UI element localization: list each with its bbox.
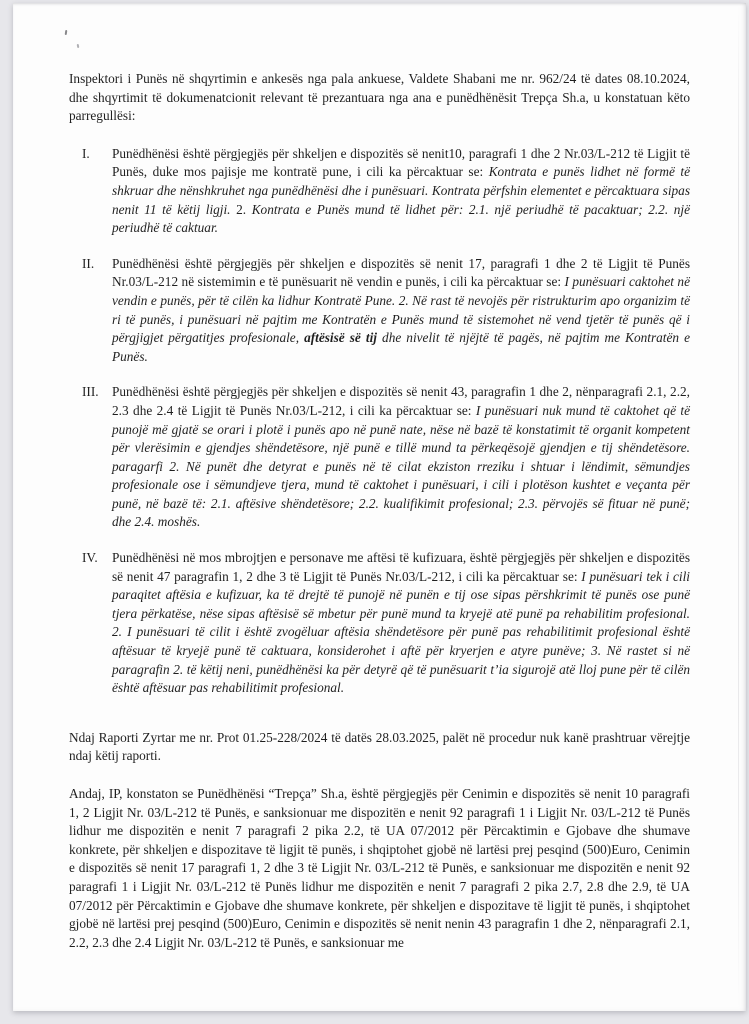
item-text-quote: I punësuari caktohet në vendin e punës, për të cilën ka lidhur Kontratë Pune. 2. Në rast të nevojës për ristrukturim apo organizim të ri të punës, i punësuari në pajtim me Kontratën e Punës mund të sistemohet në vend tjetër të punës që i përgjigjet përgatitjes profesionale, bbox=[112, 274, 690, 346]
item-text-normal: Punëdhënësi është përgjegjës për shkeljen e dispozitës së nenit10, paragrafi 1 dhe 2 Nr.03/L-212 të Ligjit të Punës, duke mos pajisje me kontratë pune, i cili ka përcaktuar se: bbox=[112, 145, 690, 180]
conclusion-paragraph bbox=[69, 785, 690, 952]
item-text-quote: dhe nivelit të njëjtë të pagës, në pajtim me Kontratën e Punës. bbox=[112, 330, 690, 364]
item-text-quote: I punësuari nuk mund të caktohet që të punojë më gjatë se orari i plotë i punës apo në punë nate, nëse në bazë të konstatimit të organit kompetent për vlerësimin e gjendjes shëndetësore, një punë e tillë mund ta përkeqësojë gjendjen e tij shëndetësore. paragarfi 2. Në punët dhe detyrat e punës në të cilat ekziston rreziku i shtuar i lëndimit, sëmundjes profesionale ose i sëmundjeve tjera, mund të caktohet i punësuari, i cili i plotëson kushtet e veçanta për punë, në bazë të: 2.1. aftësive shëndetësore; 2.2. kualifikimit profesional; 2.3. përvojës së fituar në punë; dhe 2.4. moshës. bbox=[112, 402, 690, 530]
item-text-normal: Punëdhënësi është përgjegjës për shkeljen e dispozitës së nenit 17, paragrafi 1 dhe 2 të Ligjit të Punës Nr.03/L-212 në sistemimin e të punësuarit në vendin e punës, i cili ka përcaktuar se: bbox=[112, 255, 690, 290]
intro-text: Inspektori i Punës në shqyrtimin e ankesës nga pala ankuese, Valdete Shabani me nr. 962/24 të dates 08.10.2024, dhe shqyrtimit të dokumenatcionit relevant të prezantuara nga ana e punëdhënësit Trepça Sh.a, u konstatuan këto parregullësi: bbox=[69, 71, 690, 124]
document-body bbox=[13, 3, 746, 952]
item-text-quote: Kontrata e Punës mund të lidhet për: 2.1. një periudhë të pacaktuar; 2.2. një periudhë të caktuar. bbox=[112, 201, 690, 236]
item-text-quote: Kontrata e punës lidhet në formë të shkruar dhe nënshkruhet nga punëdhënësi dhe i punësuari. Kontrata përfshin elementet e përcaktuara sipas nenit 11 të këtij ligji. bbox=[112, 164, 690, 217]
item-text-quote: I punësuari tek i cili paraqitet aftësia e kufizuar, ka të drejtë të punojë në punën e tij ose sipas përshkrimit të punës ose punë tjera përkatëse, nëse sipas aftësisë së mbetur për punë mund ta kryejë atë punë pa rehabilitim profesional. 2. I punësuari të cilit i është zvogëluar aftësia shëndetësore për punë pas rehabilitimit profesional është aftësuar të kryejë punë të caktuara, konsiderohet i aftë për kryerjen e atyre punëve; 3. Në rastet si në paragrafin 2. të këtij neni, punëdhënësi ka për detyrë që të punësuarit t’ia sigurojë atë lloj pune për të cilën është aftësuar pas rehabilitimit profesional. bbox=[112, 568, 691, 696]
finding-item-3 bbox=[82, 383, 690, 532]
item-text-emphasis: aftësisë së tij bbox=[304, 330, 377, 346]
report-text: Ndaj Raporti Zyrtar me nr. Prot 01.25-228/2024 të datës 28.03.2025, palët në procedur nuk kanë prashtruar vërejtje ndaj këtij raporti. bbox=[69, 729, 690, 764]
item-text bbox=[112, 255, 690, 367]
item-numeral: IV. bbox=[82, 550, 98, 566]
intro-paragraph bbox=[69, 70, 690, 126]
item-text bbox=[112, 383, 690, 532]
document-page bbox=[13, 3, 746, 1011]
finding-item-2 bbox=[82, 255, 690, 367]
finding-item-1 bbox=[82, 145, 690, 238]
item-numeral: I. bbox=[82, 145, 90, 161]
item-numeral: III. bbox=[82, 384, 99, 400]
item-numeral: II. bbox=[82, 255, 95, 271]
item-text-normal: Punëdhënësi në mos mbrojtjen e personave me aftësi të kufizuara, është përgjegjës për shkeljen e dispozitës së nenit 47 paragrafin 1, 2 dhe 3 të Ligjit të Punës Nr.03/L-212, i cili ka përcaktuar se: bbox=[112, 550, 690, 584]
item-text bbox=[112, 549, 690, 698]
conclusion-text: Andaj, IP, konstaton se Punëdhënësi “Trepça” Sh.a, është përgjegjës për Cenimin e dispozitës së nenit 10 paragrafi 1, 2 Ligjit Nr. 03/L-212 të Punës, e sanksionuar me dispozitën e nenit 92 paragrafi 1 i Ligjit Nr. 03/L-212 të Punës lidhur me dispozitën e nenit 7 paragrafi 2 pika 2.2, të UA 07/2012 për Përcaktimin e Gjobave dhe shumave konkrete, për shkeljen e dispozitave të ligjit të punës, i shqiptohet gjobë në lartësi prej pesqind (500)Euro, Cenimin e dispozitës së nenit 17 paragrafi 1, 2 dhe 3 të Ligjit Nr. 03/L-212 të Punës, e sanksionuar me dispozitën e nenit 92 paragrafi 1 i Ligjit Nr. 03/L-212 të Punës lidhur me dispozitën e nenit 7 paragrafi 2 pika 2.7, 2.8 dhe 2.9, të UA 07/2012 për Përcaktimin e Gjobave dhe shumave konkrete, për shkeljen e dispozitave të ligjit të punës, i shqiptohet gjobë në lartësi prej pesqind (500)Euro, Cenimin e dispozitës së nenit nenin 43 paragrafin 1 dhe 2, nënparagrafi 2.1, 2.2, 2.3 dhe 2.4 Ligjit Nr. 03/L-212 të Punës, e sanksionuar me bbox=[69, 786, 690, 950]
item-text-normal: Punëdhënësi është përgjegjës për shkeljen e dispozitës së nenit 43, paragrafin 1 dhe 2, nënparagrafi 2.1, 2.2, 2.3 dhe 2.4 të Ligjit të Punës Nr.03/L-212, i cili ka përcaktuar se: bbox=[112, 384, 690, 418]
item-text-normal: 2. bbox=[236, 201, 252, 217]
item-text bbox=[112, 145, 690, 238]
finding-item-4 bbox=[82, 549, 690, 698]
report-paragraph bbox=[69, 729, 690, 766]
